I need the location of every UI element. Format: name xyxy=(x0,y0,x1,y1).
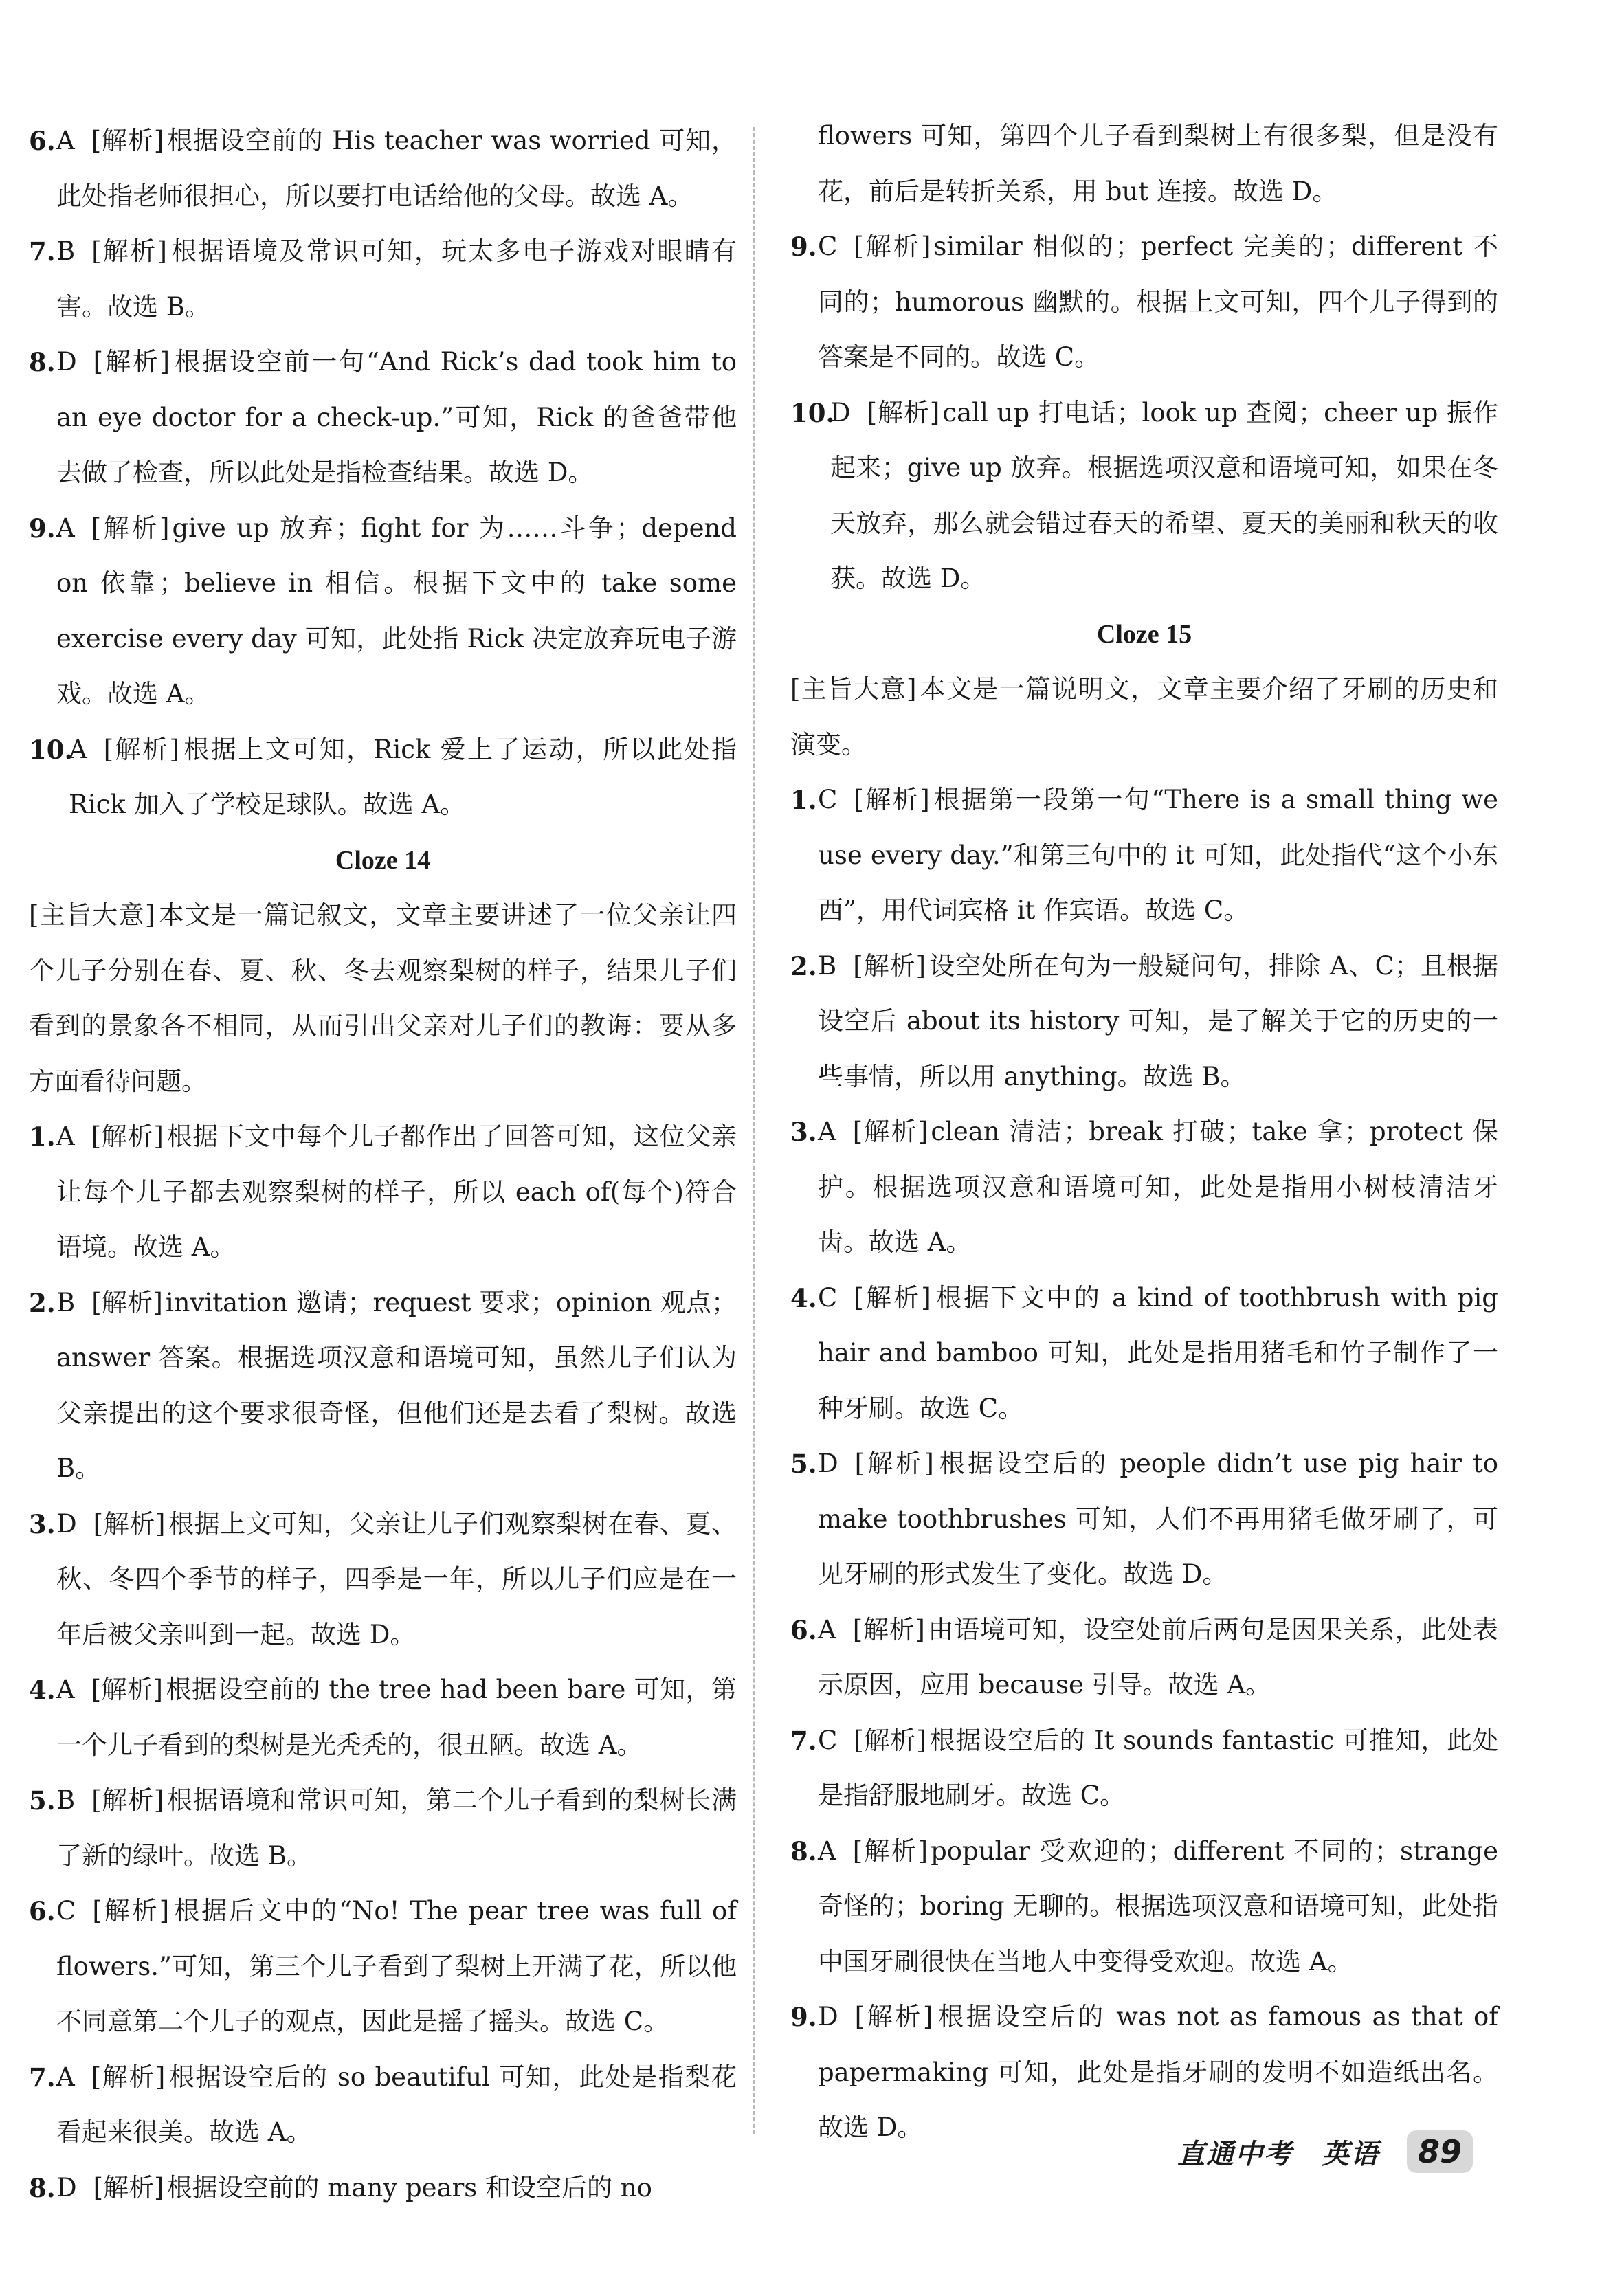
answer-letter: B xyxy=(56,1785,76,1815)
item-number: 4. xyxy=(29,1675,56,1705)
analysis-tag: [解析] xyxy=(854,232,931,261)
analysis-text: 根据语境和常识可知，第二个儿子看到的梨树长满了新的绿叶。故选 B。 xyxy=(56,1785,737,1871)
item-number: 3. xyxy=(790,1117,817,1147)
answer-letter: A xyxy=(56,1122,75,1151)
item-number: 6. xyxy=(29,126,56,156)
item-number: 7. xyxy=(29,2062,56,2093)
analysis-tag: [解析] xyxy=(854,1725,926,1755)
answer-item xyxy=(29,113,737,224)
answer-letter: B xyxy=(56,236,76,266)
answer-item xyxy=(790,1713,1498,1824)
answer-item xyxy=(29,335,737,501)
analysis-tag: [解析] xyxy=(852,1117,928,1146)
answer-letter: B xyxy=(56,1287,76,1317)
answer-item xyxy=(29,2161,737,2216)
answer-letter: C xyxy=(818,785,838,814)
answer-item xyxy=(790,219,1498,386)
analysis-tag: [解析] xyxy=(93,2172,164,2203)
analysis-tag: [解析] xyxy=(852,1614,925,1645)
answer-letter: A xyxy=(818,1117,836,1146)
answer-item xyxy=(790,386,1498,607)
footer-title: 直通中考 英语 xyxy=(1177,2138,1379,2170)
analysis-tag: [解析] xyxy=(852,1836,928,1866)
analysis-tag: [解析] xyxy=(854,1282,931,1313)
analysis-tag: [解析] xyxy=(91,513,170,543)
answer-item xyxy=(29,224,737,335)
summary-tag: [主旨大意] xyxy=(790,674,917,704)
answer-item xyxy=(29,2050,737,2161)
analysis-tag: [解析] xyxy=(91,126,164,155)
summary-tag: [主旨大意] xyxy=(29,900,155,930)
page-number: 89 xyxy=(1407,2130,1473,2173)
analysis-tag: [解析] xyxy=(853,950,926,981)
answer-letter: A xyxy=(818,1614,836,1645)
answer-letter: A xyxy=(56,513,75,543)
item-number: 10. xyxy=(29,734,74,765)
analysis-text: 设空处所在句为一般疑问句，排除 A、C；且根据设空后 about its history 可知，是了解关于它的历史的一些事情，所以用 anything。故选 B。 xyxy=(818,950,1498,1091)
answer-item xyxy=(29,1884,737,2050)
analysis-tag: [解析] xyxy=(91,1785,164,1815)
analysis-tag: [解析] xyxy=(91,236,167,266)
item-number: 7. xyxy=(29,236,56,267)
summary-text: 本文是一篇说明文，文章主要介绍了牙刷的历史和演变。 xyxy=(790,674,1498,759)
cloze15-items xyxy=(790,772,1498,2156)
analysis-text: 根据设空后的 so beautiful 可知，此处是指梨花看起来很美。故选 A。 xyxy=(56,2062,737,2147)
analysis-text: 由语境可知，设空处前后两句是因果关系，此处表示原因，应用 because 引导。故选 A。 xyxy=(818,1614,1498,1699)
analysis-tag: [解析] xyxy=(103,734,179,764)
item-number: 6. xyxy=(29,1896,56,1926)
analysis-text: call up 打电话；look up 查阅；cheer up 振作起来；give up 放弃。根据选项汉意和语境可知，如果在冬天放弃，那么就会错过春天的希望、夏天的美丽和秋天的收获。故选 D。 xyxy=(830,397,1498,593)
analysis-tag: [解析] xyxy=(854,785,930,814)
answer-item xyxy=(29,1662,737,1773)
analysis-text: 根据设空后的 people didn’t use pig hair to make toothbrushes 可知，人们不再用猪毛做牙刷了，可见牙刷的形式发生了变化。故选 D。 xyxy=(818,1449,1498,1589)
item-number: 8. xyxy=(29,347,56,377)
item-number: 3. xyxy=(29,1508,56,1539)
answer-item xyxy=(790,1603,1498,1713)
analysis-tag: [解析] xyxy=(93,347,170,377)
analysis-text: 根据设空后的 It sounds fantastic 可推知，此处是指舒服地刷牙。故选 C。 xyxy=(818,1725,1498,1810)
column-divider xyxy=(753,127,755,2134)
item-number: 5. xyxy=(29,1785,56,1816)
answer-item xyxy=(790,1271,1498,1437)
answer-letter: A xyxy=(56,1675,75,1704)
analysis-tag: [解析] xyxy=(854,2002,933,2031)
answer-letter: A xyxy=(818,1836,836,1866)
item-number: 1. xyxy=(29,1122,56,1152)
analysis-text: 根据上文可知，父亲让儿子们观察梨树在春、夏、秋、冬四个季节的样子，四季是一年，所以儿子们应是在一年后被父亲叫到一起。故选 D。 xyxy=(56,1508,737,1649)
item-number: 9. xyxy=(29,513,56,544)
analysis-text: similar 相似的；perfect 完美的；different 不同的；humorous 幽默的。根据上文可知，四个儿子得到的答案是不同的。故选 C。 xyxy=(818,232,1498,372)
analysis-text: 根据语境及常识可知，玩太多电子游戏对眼睛有害。故选 B。 xyxy=(56,236,737,322)
item-number: 4. xyxy=(790,1282,817,1313)
answer-item xyxy=(790,939,1498,1105)
cloze14-items xyxy=(29,1109,737,2216)
answer-item xyxy=(29,1773,737,1884)
analysis-tag: [解析] xyxy=(92,1896,170,1926)
answer-letter: C xyxy=(818,232,838,261)
answer-item xyxy=(790,1824,1498,1990)
answer-letter: C xyxy=(818,1725,838,1755)
answer-letter: C xyxy=(56,1896,76,1926)
cloze14-title: Cloze 14 xyxy=(335,845,431,875)
answer-letter: D xyxy=(56,347,77,377)
analysis-text: popular 受欢迎的；different 不同的；strange 奇怪的；boring 无聊的。根据选项汉意和语境可知，此处指中国牙刷很快在当地人中变得受欢迎。故选 A。 xyxy=(818,1836,1498,1976)
cloze15-summary xyxy=(790,662,1498,772)
analysis-text: 根据下文中的 a kind of toothbrush with pig hair and bamboo 可知，此处是指用猪毛和竹子制作了一种牙刷。故选 C。 xyxy=(818,1282,1498,1423)
answer-letter: D xyxy=(830,397,851,427)
analysis-tag: [解析] xyxy=(91,1122,164,1151)
analysis-tag: [解析] xyxy=(854,1449,934,1478)
summary-text: 本文是一篇记叙文，文章主要讲述了一位父亲让四个儿子分别在春、夏、秋、冬去观察梨树的样子，结果儿子们看到的景象各不相同，从而引出父亲对儿子们的教诲：要从多方面看待问题。 xyxy=(29,900,737,1096)
answer-item xyxy=(790,1436,1498,1603)
analysis-tag: [解析] xyxy=(91,1675,163,1704)
answer-item xyxy=(29,501,737,722)
page-footer xyxy=(1177,2130,1473,2173)
analysis-text: invitation 邀请；request 要求；opinion 观点；answer 答案。根据选项汉意和语境可知，虽然儿子们认为父亲提出的这个要求很奇怪，但他们还是去看了梨树。故选 B。 xyxy=(56,1287,737,1483)
analysis-text: 根据设空前的 the tree had been bare 可知，第一个儿子看到的梨树是光秃秃的，很丑陋。故选 A。 xyxy=(56,1675,737,1760)
answer-item xyxy=(790,1104,1498,1271)
answer-item xyxy=(29,722,737,833)
answer-item xyxy=(790,772,1498,939)
item-number: 2. xyxy=(790,950,817,981)
answer-letter: D xyxy=(56,1508,77,1539)
item-number: 5. xyxy=(790,1449,817,1479)
analysis-text: 根据设空前的 His teacher was worried 可知，此处指老师很担心，所以要打电话给他的父母。故选 A。 xyxy=(56,126,737,211)
cloze15-title: Cloze 15 xyxy=(1096,619,1192,649)
answer-letter: A xyxy=(56,2062,75,2092)
item-number: 8. xyxy=(29,2172,56,2203)
analysis-tag: [解析] xyxy=(867,397,940,427)
analysis-tag: [解析] xyxy=(93,1508,166,1539)
analysis-text: 根据设空后的 was not as famous as that of papermaking 可知，此处是指牙刷的发明不如造纸出名。故选 D。 xyxy=(818,2002,1498,2142)
answer-letter: A xyxy=(69,734,87,764)
answer-item xyxy=(29,1109,737,1275)
analysis-text: 根据后文中的“No! The pear tree was full of flowers.”可知，第三个儿子看到了梨树上开满了花，所以他不同意第二个儿子的观点，因此是摇了摇头。故选 C。 xyxy=(56,1896,737,2036)
analysis-text: 根据上文可知，Rick 爱上了运动，所以此处指 Rick 加入了学校足球队。故选 A。 xyxy=(69,734,737,819)
item-number: 1. xyxy=(790,785,817,815)
analysis-tag: [解析] xyxy=(91,1287,163,1317)
analysis-text: clean 清洁；break 打破；take 拿；protect 保护。根据选项汉意和语境可知，此处是指用小树枝清洁牙齿。故选 A。 xyxy=(818,1117,1498,1257)
analysis-text: give up 放弃；fight for 为……斗争；depend on 依靠；believe in 相信。根据下文中的 take some exercise every day 可知，此处指 Rick 决定放弃玩电子游戏。故选 A。 xyxy=(56,513,737,709)
item-number: 2. xyxy=(29,1287,56,1318)
left-column xyxy=(29,113,737,2216)
analysis-text: 根据设空前一句“And Rick’s dad took him to an eye doctor for a check-up.”可知，Rick 的爸爸带他去做了检查，所以此处是指检查结果。故选 D。 xyxy=(56,347,737,487)
answer-letter: D xyxy=(56,2172,77,2203)
right-items xyxy=(790,219,1498,607)
answer-letter: C xyxy=(818,1282,838,1313)
item-number: 10. xyxy=(790,397,835,428)
analysis-text: 根据设空前的 many pears 和设空后的 no xyxy=(166,2172,652,2203)
item-number: 8. xyxy=(790,1836,817,1866)
answer-letter: D xyxy=(818,1449,838,1478)
item-number: 7. xyxy=(790,1725,817,1756)
item-number: 9. xyxy=(790,232,817,262)
continued-answer: flowers 可知，第四个儿子看到梨树上有很多梨，但是没有花，前后是转折关系，用 but 连接。故选 D。 xyxy=(818,121,1498,206)
left-intro-items xyxy=(29,113,737,833)
answer-item xyxy=(29,1275,737,1497)
cloze14-summary xyxy=(29,888,737,1109)
answer-letter: B xyxy=(818,950,837,981)
analysis-tag: [解析] xyxy=(91,2062,166,2092)
answer-letter: A xyxy=(56,126,75,155)
answer-item xyxy=(29,1497,737,1663)
analysis-text: 根据下文中每个儿子都作出了回答可知，这位父亲让每个儿子都去观察梨树的样子，所以 each of(每个)符合语境。故选 A。 xyxy=(56,1122,737,1262)
right-column xyxy=(790,109,1498,2156)
item-number: 6. xyxy=(790,1614,817,1645)
answer-letter: D xyxy=(818,2002,838,2031)
item-number: 9. xyxy=(790,2002,817,2032)
analysis-text: 根据第一段第一句“There is a small thing we use every day.”和第三句中的 it 可知，此处指代“这个小东西”，用代词宾格 it 作宾语。故选 C。 xyxy=(818,785,1498,925)
